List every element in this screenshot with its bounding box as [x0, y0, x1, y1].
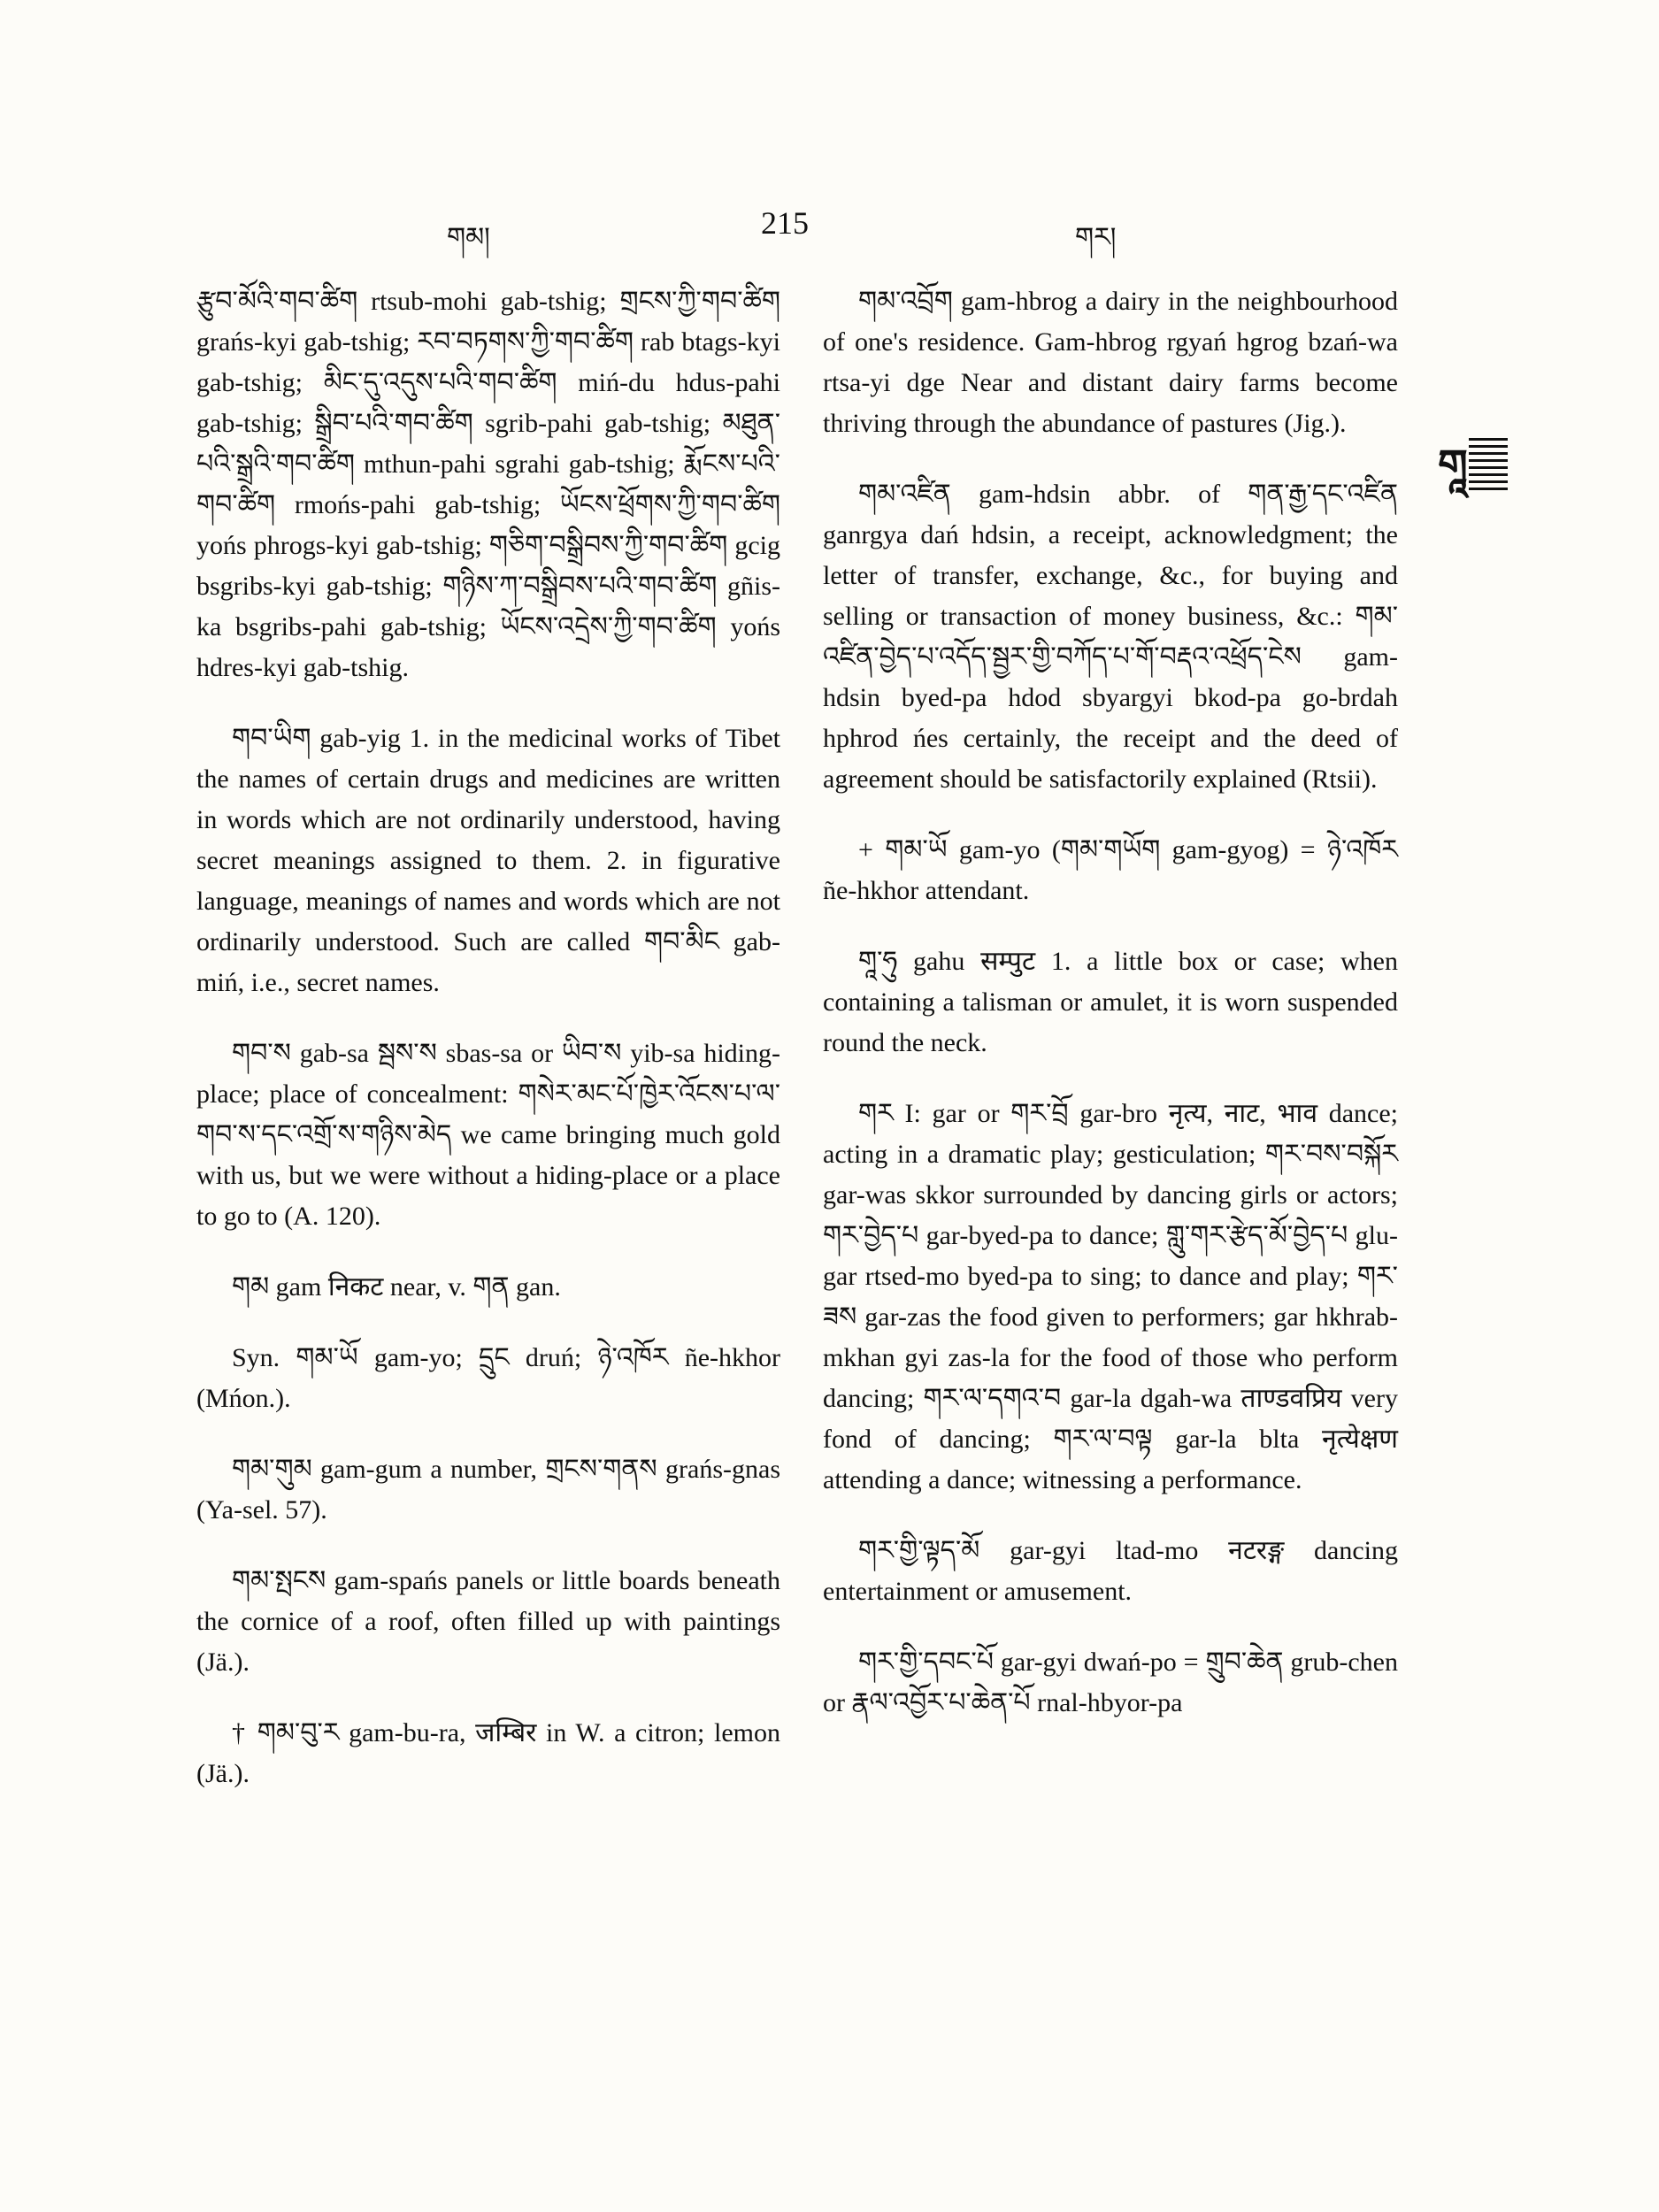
dictionary-entry: † གམ་བུ་ར gam-bu-ra, जम्बिर in W. a citron; lemon (Jä.).: [196, 1718, 780, 1788]
dictionary-entry: གབ་ཡིག gab-yig 1. in the medicinal works of Tibet the names of certain drugs and medicines are written in words which are not ordinarily understood, having secret meanings assigned to them. 2. in figurative language, meanings of names and words which are not ordinarily understood. Such are called གབ་མིང gab-miń, i.e., secret names.: [196, 724, 780, 997]
header-left-guideword: གམ།: [447, 223, 490, 252]
dictionary-entry: གར་གྱི་ལྟད་མོ gar-gyi ltad-mo नटरङ्ग dancing entertainment or amusement.: [823, 1536, 1398, 1606]
dictionary-entry: གམ gam निकट near, v. གན gan.: [232, 1272, 561, 1302]
dictionary-entry: གམ་འབྲོག gam-hbrog a dairy in the neighbourhood of one's residence. Gam-hbrog rgyań hgrog bzań-wa rtsa-yi dge Near and distant dairy farms become thriving through the abundance of pastures (Jig.).: [823, 287, 1398, 438]
header-right-guideword: གར།: [1075, 223, 1117, 252]
dictionary-entry: གམ་སྤངས gam-spańs panels or little boards beneath the cornice of a roof, often filled up with paintings (Jä.).: [196, 1566, 780, 1677]
right-column: [823, 281, 1398, 1754]
dictionary-entry: གབ་ས gab-sa སྦས་ས sbas-sa or ཡིབ་ས yib-sa hiding-place; place of concealment: གསེར་མང་པོ་ཁྱེར་འོངས་པ་ལ་གབ་ས་དང་འགྲོ་ས་གཉིས་མེད we came bringing much gold with us, but we were without a hiding-place or a place to go to (A. 120).: [196, 1039, 780, 1231]
thumb-index-letter: གཱ: [1438, 441, 1468, 490]
dictionary-entry: + གམ་ཡོ gam-yo (གམ་གཡོག gam-gyog) = ཉེ་འཁོར ñe-hkhor attendant.: [823, 835, 1398, 905]
dictionary-entry: གར་གྱི་དབང་པོ gar-gyi dwań-po = གྲུབ་ཆེན grub-chen or རྣལ་འབྱོར་པ་ཆེན་པོ rnal-hbyor-pa: [823, 1647, 1398, 1717]
dictionary-entry: གམ་འཛིན gam-hdsin abbr. of གན་རྒྱ་དང་འཛིན ganrgya dań hdsin, a receipt, acknowledgment; the letter of transfer, exchange, &c., for buying and selling or transaction of money business, &c.: གམ་འཛིན་བྱེད་པ་འདོད་སྦྱར་གྱི་བཀོད་པ་གོ་བརྡའ་འཕྲོད་ངེས gam-hdsin byed-pa hdod sbyargyi bkod-pa go-brdah hphrod ńes certainly, the receipt and the deed of agreement should be satisfactorily explained (Rtsii).: [823, 480, 1398, 794]
page-header: [0, 205, 1659, 252]
dictionary-entry: རྩུབ་མོའི་གབ་ཚིག rtsub-mohi gab-tshig; གྲངས་ཀྱི་གབ་ཚིག grańs-kyi gab-tshig; རབ་བཏགས་ཀྱི་གབ་ཚིག rab btags-kyi gab-tshig; མིང་དུ་འདུས་པའི་གབ་ཚིག miń-du hdus-pahi gab-tshig; སྒྲིབ་པའི་གབ་ཚིག sgrib-pahi gab-tshig; མཐུན་པའི་སྒྲའི་གབ་ཚིག mthun-pahi sgrahi gab-tshig; རྨོངས་པའི་གབ་ཚིག rmońs-pahi gab-tshig; ཡོངས་ཕྲོགས་ཀྱི་གབ་ཚིག yońs phrogs-kyi gab-tshig; གཅིག་བསྒྲིབས་ཀྱི་གབ་ཚིག gcig bsgribs-kyi gab-tshig; གཉིས་ཀ་བསྒྲིབས་པའི་གབ་ཚིག gñis-ka bsgribs-pahi gab-tshig; ཡོངས་འདྲེས་ཀྱི་གབ་ཚིག yońs hdres-kyi gab-tshig.: [196, 287, 780, 682]
thumb-index-rules: [1469, 438, 1508, 493]
left-column: [196, 281, 780, 1824]
dictionary-entry: གམ་གུམ gam-gum a number, གྲངས་གནས grańs-gnas (Ya-sel. 57).: [196, 1455, 780, 1525]
page-number: 215: [761, 205, 809, 241]
dictionary-entry: Syn. གམ་ཡོ gam-yo; དྲུང druń; ཉེ་འཁོར ñe-hkhor (Mńon.).: [196, 1343, 780, 1413]
dictionary-entry: གཱ་ཧུ gahu सम्पुट 1. a little box or case; when containing a talisman or amulet, it is worn suspended round the neck.: [823, 947, 1398, 1057]
dictionary-entry: གར I: gar or གར་བྲོ gar-bro नृत्य, नाट, भाव dance; acting in a dramatic play; gesticulation; གར་བས་བསྐོར gar-was skkor surrounded by dancing girls or actors; གར་བྱེད་པ gar-byed-pa to dance; གླུ་གར་རྩེད་མོ་བྱེད་པ glu-gar rtsed-mo byed-pa to sing; to dance and play; གར་ཟས gar-zas the food given to performers; gar hkhrab-mkhan gyi zas-la for the food of those who perform dancing; གར་ལ་དགའ་བ gar-la dgah-wa ताण्डवप्रिय very fond of dancing; གར་ལ་བལྟ gar-la blta नृत्येक्षण attending a dance; witnessing a performance.: [823, 1099, 1398, 1494]
